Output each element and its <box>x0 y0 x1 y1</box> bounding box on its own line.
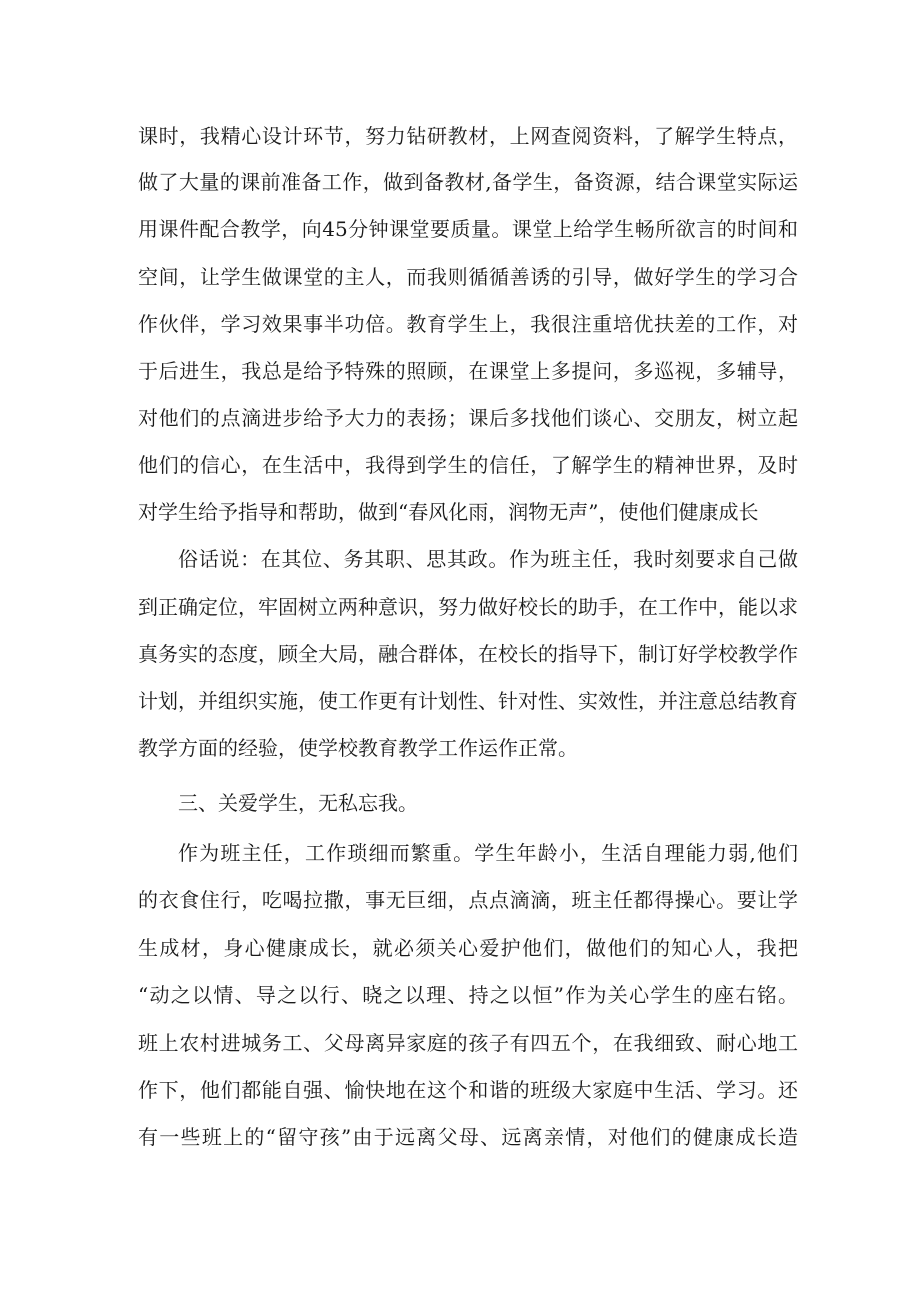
paragraph-3-line-1: 作为班主任，工作琐细而繁重。学生年龄小，生活自理能力弱,他们 <box>178 841 798 865</box>
paragraph-1-line-9: 对学生给予指导和帮助，做到“春风化雨，润物无声”，使他们健康成长 <box>138 500 759 524</box>
paragraph-3-line-5: 班上农村进城务工、父母离异家庭的孩子有四五个，在我细致、耐心地工 <box>138 1031 798 1055</box>
paragraph-1-line-4: 空间，让学生做课堂的主人，而我则循循善诱的引导，做好学生的学习合 <box>138 265 798 289</box>
paragraph-2-line-1: 俗话说：在其位、务其职、思其政。作为班主任，我时刻要求自己做 <box>178 547 798 571</box>
paragraph-1-line-7: 对他们的点滴进步给予大力的表扬；课后多找他们谈心、交朋友，树立起 <box>138 406 798 430</box>
paragraph-1-line-5: 作伙伴，学习效果事半功倍。教育学生上，我很注重培优扶差的工作，对 <box>138 312 798 336</box>
paragraph-2-line-3: 真务实的态度，顾全大局，融合群体，在校长的指导下，制订好学校教学作 <box>138 642 798 666</box>
paragraph-1-line-1: 课时，我精心设计环节，努力钻研教材，上网查阅资料，了解学生特点， <box>138 124 798 148</box>
paragraph-1-line-6: 于后进生，我总是给予特殊的照顾，在课堂上多提问，多巡视，多辅导， <box>138 359 798 383</box>
paragraph-3-line-2: 的衣食住行，吃喝拉撒，事无巨细，点点滴滴，班主任都得操心。要让学 <box>138 888 798 912</box>
paragraph-2-line-4: 计划，并组织实施，使工作更有计划性、针对性、实效性，并注意总结教育 <box>138 689 798 713</box>
paragraph-1-line-3: 用课件配合教学，向45分钟课堂要质量。课堂上给学生畅所欲言的时间和 <box>138 217 798 241</box>
paragraph-3-line-3: 生成材，身心健康成长，就必须关心爱护他们，做他们的知心人，我把 <box>138 936 798 960</box>
paragraph-2-line-2: 到正确定位，牢固树立两种意识，努力做好校长的助手，在工作中，能以求 <box>138 595 798 619</box>
paragraph-3-line-6: 作下，他们都能自强、愉快地在这个和谐的班级大家庭中生活、学习。还 <box>138 1078 798 1102</box>
section-heading: 三、关爱学生，无私忘我。 <box>178 791 418 815</box>
paragraph-3-line-4: “动之以情、导之以行、晓之以理、持之以恒”作为关心学生的座右铭。 <box>138 983 798 1007</box>
paragraph-1-line-8: 他们的信心，在生活中，我得到学生的信任，了解学生的精神世界，及时 <box>138 453 798 477</box>
paragraph-3-line-7: 有一些班上的“留守孩”由于远离父母、远离亲情，对他们的健康成长造 <box>138 1125 798 1149</box>
paragraph-1-line-2: 做了大量的课前准备工作，做到备教材,备学生，备资源，结合课堂实际运 <box>138 170 798 194</box>
paragraph-2-line-5: 教学方面的经验，使学校教育教学工作运作正常。 <box>138 736 578 760</box>
